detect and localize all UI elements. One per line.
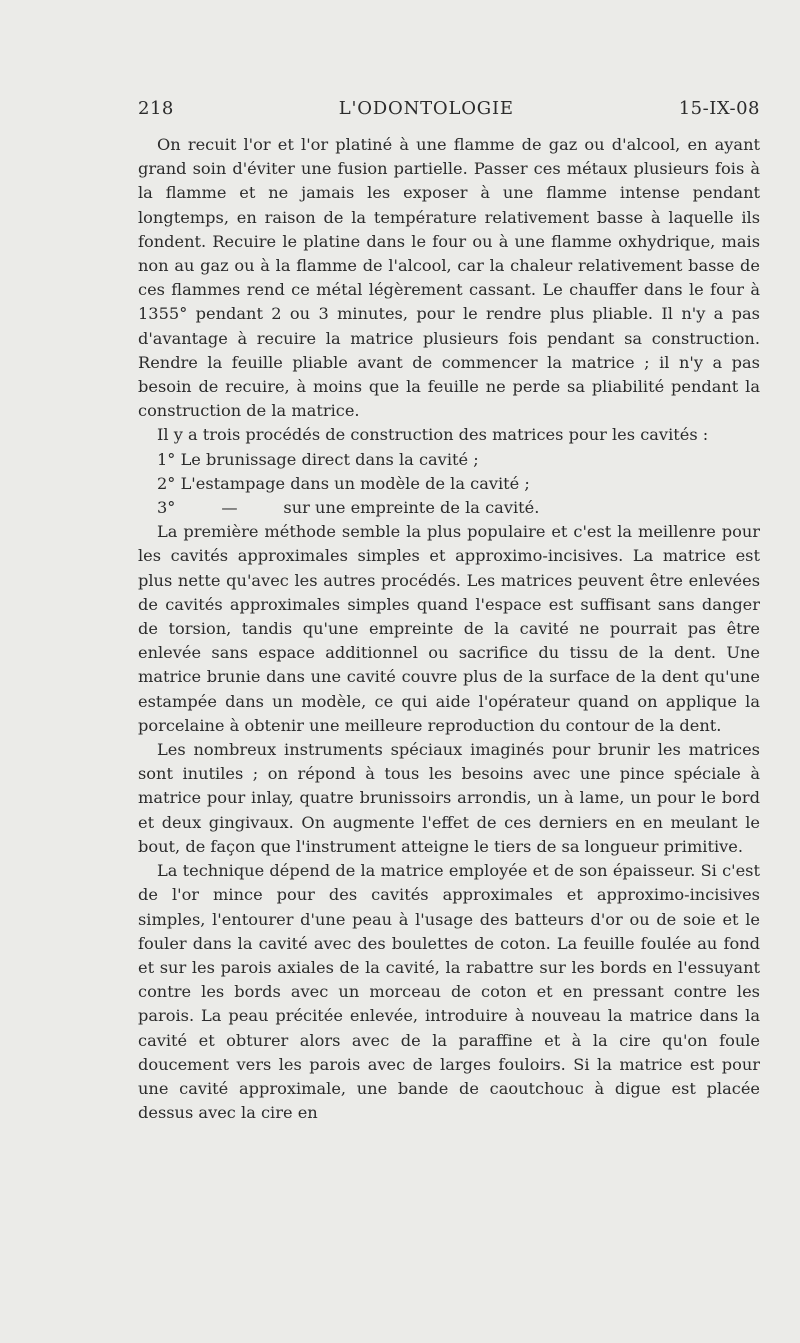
paragraph-instruments: Les nombreux instruments spéciaux imaginés pour brunir les matrices sont inutiles ; on répond à tous les besoins avec une pince spéciale à matrice pour inlay, quatre brunissoirs arrondis, un à lame, un pour le bord et deux gingivaux. On augmente l'effet de ces derniers en en meulant le bout, de façon que l'instrument atteigne le tiers de sa longueur primitive. bbox=[138, 740, 760, 856]
list-text: Le brunissage direct dans la cavité ; bbox=[180, 449, 479, 469]
list-item-impression bbox=[138, 496, 760, 520]
ditto-dash: — bbox=[221, 498, 238, 518]
journal-title: L'ODONTOLOGIE bbox=[338, 98, 514, 119]
paragraph-annealing: On recuit l'or et l'or platiné à une flamme de gaz ou d'alcool, en ayant grand soin d'éviter une fusion partielle. Passer ces métaux plusieurs fois à la flamme et ne jamais les exposer à une flamme intense pendant longtemps, en raison de la température relativement basse à laquelle ils fondent. Recuire le platine dans le four ou à une flamme oxhydrique, mais non au gaz ou à la flamme de l'alcool, car la chaleur relativement basse de ces flammes rend ce métal légèrement cassant. Le chauffer dans le four à 1355° pendant 2 ou 3 minutes, pour le rendre plus pliable. Il n'y a pas d'avantage à recuire la matrice plusieurs fois pendant sa construction. Rendre la feuille pliable avant de commencer la matrice ; il n'y a pas besoin de recuire, à moins que la feuille ne perde sa pliabilité pendant la construction de la matrice. bbox=[138, 135, 760, 421]
list-number: 1° bbox=[157, 449, 176, 469]
article-body bbox=[138, 133, 760, 1125]
list-text: L'estampage dans un modèle de la cavité ; bbox=[180, 473, 530, 493]
list-text: sur une empreinte de la cavité. bbox=[283, 498, 540, 518]
list-item-stamping bbox=[138, 472, 760, 496]
list-number: 3° bbox=[157, 498, 176, 518]
paragraph-technique: La technique dépend de la matrice employée et de son épaisseur. Si c'est de l'or mince pour des cavités approximales et approximo-incisives simples, l'entourer d'une peau à l'usage des batteurs d'or ou de soie et le fouler dans la cavité avec des boulettes de coton. La feuille foulée au fond et sur les parois axiales de la cavité, la rabattre sur les bords en l'essuyant contre les bords avec un morceau de coton et en pressant contre les parois. La peau précitée enlevée, introduire à nouveau la matrice dans la cavité et obturer alors avec de la paraffine et à la cire qu'on foule doucement vers les parois avec de larges fouloirs. Si la matrice est pour une cavité approximale, une bande de caoutchouc à digue est placée dessus avec la cire en bbox=[138, 861, 760, 1123]
page-number: 218 bbox=[138, 98, 174, 119]
paragraph-first-method: La première méthode semble la plus populaire et c'est la meillenre pour les cavités approximales simples et approximo-incisives. La matrice est plus nette qu'avec les autres procédés. Les matrices peuvent être enlevées de cavités approximales simples quand l'espace est suffisant sans danger de torsion, tandis qu'une empreinte de la cavité ne pourrait pas être enlevée sans espace additionnel ou sacrifice du tissu de la dent. Une matrice brunie dans une cavité couvre plus de la surface de la dent qu'une estampée dans un modèle, ce qui aide l'opérateur quand on applique la porcelaine à obtenir une meilleure reproduction du contour de la dent. bbox=[138, 522, 760, 735]
issue-date: 15-IX-08 bbox=[678, 98, 760, 119]
paragraph-procedures-intro: Il y a trois procédés de construction des matrices pour les cavités : bbox=[157, 425, 709, 445]
list-number: 2° bbox=[157, 473, 176, 493]
list-item-burnishing bbox=[138, 448, 760, 472]
running-head bbox=[138, 98, 760, 119]
